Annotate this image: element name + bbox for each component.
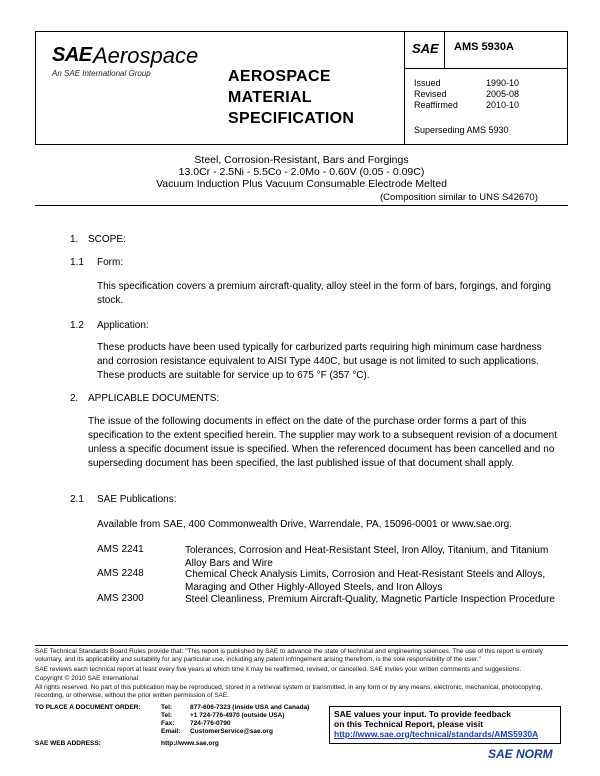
section-number: 2.1 — [70, 494, 84, 505]
section-number: 2. — [70, 393, 79, 404]
tel-outside-usa: +1 724-776-4970 (outside USA) — [190, 712, 285, 719]
footer-rules-paragraph: SAE Technical Standards Board Rules provide that: "This report is published by SAE to advance the state of technical and engineering sciences. The use of this report is entirely voluntary, and its applicability and suitability for any particular use, including any patent infringement arising therefrom, is the sole responsibility of the user." — [35, 648, 543, 663]
section-heading: Application: — [97, 320, 149, 331]
paragraph: Available from SAE, 400 Commonwealth Drive, Warrendale, PA, 15096-0001 or www.sae.org. — [97, 519, 513, 530]
section-heading: SAE Publications: — [97, 494, 177, 505]
document-id: AMS 2248 — [97, 568, 144, 579]
header-divider — [404, 68, 568, 69]
sae-logo-aerospace: Aerospace — [93, 43, 199, 68]
sae-small-logo: SAE — [412, 41, 439, 56]
ams-number: AMS 5930A — [454, 41, 514, 53]
tel-label: Tel: — [161, 712, 173, 719]
section-heading: SCOPE: — [88, 234, 126, 245]
sae-norm-badge: SAE NORM — [488, 747, 553, 761]
feedback-link[interactable]: http://www.sae.org/technical/standards/AMS5930A — [334, 729, 539, 739]
footer-separator — [35, 645, 568, 646]
document-description: Chemical Check Analysis Limits, Corrosion and Heat-Resistant Steels and Alloys, Maraging and Other Highly-Alloyed Steels, and Iron Alloys — [185, 569, 546, 593]
reaffirmed-label: Reaffirmed — [414, 100, 458, 110]
web-address-label: SAE WEB ADDRESS: — [35, 740, 101, 747]
fax-number: 724-776-0790 — [190, 720, 231, 727]
feedback-text: SAE values your input. To provide feedback — [334, 709, 511, 719]
web-address-link[interactable]: http://www.sae.org — [161, 740, 219, 747]
revised-date: 2005-08 — [486, 89, 520, 99]
document-id: AMS 2241 — [97, 544, 144, 555]
section-heading: Form: — [97, 257, 124, 268]
order-label: TO PLACE A DOCUMENT ORDER: — [35, 704, 141, 711]
email-label: Email: — [161, 728, 181, 735]
issued-label: Issued — [414, 78, 441, 88]
section-heading: APPLICABLE DOCUMENTS: — [88, 393, 220, 404]
title-line: SPECIFICATION — [228, 110, 355, 127]
subject-line: 13.0Cr - 2.5Ni - 5.5Co - 2.0Mo - 0.60V (0.05 - 0.09C) — [178, 166, 425, 178]
document-description: Steel Cleanliness, Premium Aircraft-Quality, Magnetic Particle Inspection Procedure — [185, 594, 555, 605]
footer-copyright: Copyright © 2010 SAE International — [35, 675, 139, 682]
paragraph: These products have been used typically for carburized parts requiring high minimum case hardness and corrosion resistance equivalent to AISI Type 440C, but usage is not limited to such applications. These products are suitable for service up to 675 °F (357 °C). — [97, 342, 542, 381]
header-divider — [444, 32, 445, 68]
section-number: 1. — [70, 234, 79, 245]
composition-note: (Composition similar to UNS S42670) — [380, 192, 538, 203]
section-number: 1.2 — [70, 320, 84, 331]
separator-line — [35, 205, 568, 206]
reaffirmed-date: 2010-10 — [486, 100, 520, 110]
subject-line: Vacuum Induction Plus Vacuum Consumable Electrode Melted — [156, 178, 447, 190]
superseding-note: Superseding AMS 5930 — [414, 125, 509, 135]
date-labels — [414, 78, 458, 111]
section-number: 1.1 — [70, 257, 84, 268]
issued-date: 1990-10 — [486, 78, 520, 88]
title-line: MATERIAL — [228, 89, 312, 106]
email-address[interactable]: CustomerService@sae.org — [190, 728, 273, 735]
footer-rights-paragraph: All rights reserved. No part of this publication may be reproduced, stored in a retrieval system or transmitted, in any form or by any means, electronic, mechanical, photocopying, recording, or otherwise, without the prior written permission of SAE. — [35, 684, 543, 699]
header-divider — [404, 32, 405, 144]
revised-label: Revised — [414, 89, 447, 99]
sae-logo-tagline: An SAE International Group — [52, 69, 151, 78]
feedback-text: on this Technical Report, please visit — [334, 719, 484, 729]
document-description: Tolerances, Corrosion and Heat-Resistant Steel, Iron Alloy, Titanium, and Titanium Alloy Bars and Wire — [185, 545, 549, 569]
fax-label: Fax: — [161, 720, 175, 727]
tel-label: Tel: — [161, 704, 173, 711]
feedback-box — [329, 706, 561, 744]
subject-block — [35, 154, 568, 190]
footer-review-paragraph: SAE reviews each technical report at least every five years at which time it may be reaffirmed, revised, or cancelled. SAE invites your written comments and suggestions. — [35, 666, 522, 673]
subject-line: Steel, Corrosion-Resistant, Bars and Forgings — [194, 154, 409, 166]
paragraph: This specification covers a premium aircraft-quality, alloy steel in the form of bars, forgings, and forging stock. — [97, 281, 551, 306]
tel-inside-usa: 877-606-7323 (inside USA and Canada) — [190, 704, 310, 711]
sae-logo-mark: SAE — [52, 44, 92, 66]
document-type-title — [228, 66, 396, 129]
date-values — [486, 78, 519, 111]
document-id: AMS 2300 — [97, 593, 144, 604]
paragraph: The issue of the following documents in effect on the date of the purchase order forms a part of this specification to the extent specified herein. The supplier may work to a subsequent revision of a document unless a specific document issue is specified. When the referenced document has been cancelled and no superseding document has been specified, the last published issue of that document shall apply. — [88, 416, 557, 469]
title-line: AEROSPACE — [228, 68, 331, 85]
